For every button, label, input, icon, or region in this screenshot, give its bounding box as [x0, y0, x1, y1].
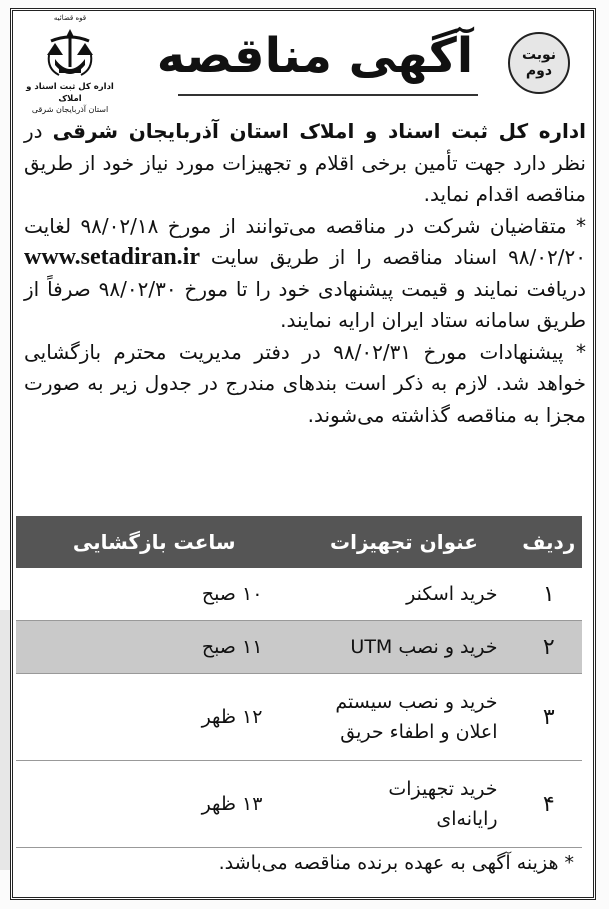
col-header-number: ردیف [516, 516, 582, 568]
row-item: خرید و نصب UTM [292, 621, 515, 674]
table-row [16, 568, 582, 621]
paragraph-dates [24, 211, 586, 337]
cost-note: * هزینه آگهی به عهده برنده مناقصه می‌باشد. [218, 852, 574, 874]
setadiran-link[interactable]: www.setadiran.ir [24, 244, 200, 270]
badge-line1: نوبت [521, 47, 557, 63]
row-item [292, 674, 515, 761]
paragraph-opening [24, 337, 586, 432]
org-name: اداره کل ثبت اسناد و املاک استان آذربایجان شرقی [52, 119, 587, 143]
row-item-line1: خرید تجهیزات [388, 778, 498, 800]
dates-text-a: * متقاضیان شرکت در مناقصه می‌توانند از مورخ ۹۸/۰۲/۱۸ لغایت ۹۸/۰۲/۲۰ اسناد مناقصه را از طریق سایت [24, 213, 586, 269]
round-badge [508, 32, 570, 94]
table-row [16, 674, 582, 761]
table-header-row [16, 516, 582, 568]
scales-emblem-icon [43, 25, 97, 81]
table-row [16, 621, 582, 674]
row-time: ۱۱ صبح [16, 621, 292, 674]
row-number: ۱ [516, 568, 582, 621]
row-time: ۱۰ صبح [16, 568, 292, 621]
row-number: ۲ [516, 621, 582, 674]
row-number: ۴ [516, 761, 582, 848]
scan-edge [0, 610, 10, 870]
row-item: خرید اسکنر [292, 568, 515, 621]
paragraph-intro [24, 116, 586, 211]
notice-title: آگهی مناقصه [156, 28, 474, 84]
row-item-line2: اعلان و اطفاء حریق [340, 721, 498, 743]
table-row [16, 761, 582, 848]
row-time: ۱۳ ظهر [16, 761, 292, 848]
row-item [292, 761, 515, 848]
notice-body [24, 116, 586, 431]
row-item-line1: خرید و نصب سیستم [335, 691, 498, 713]
row-time: ۱۲ ظهر [16, 674, 292, 761]
logo-org: اداره کل ثبت اسناد و املاک [26, 82, 114, 104]
judiciary-logo [20, 14, 120, 114]
title-divider [178, 94, 478, 96]
dates-text-b: دریافت نمایند و قیمت پیشنهادی خود را تا مورخ ۹۸/۰۲/۳۰ صرفاً از طریق سامانه ستاد ایران ارایه نمایند. [24, 276, 586, 332]
badge-line2: دوم [525, 63, 553, 79]
logo-province: استان آذربایجان شرقی [31, 105, 109, 114]
intro-text: در نظر دارد جهت تأمین برخی اقلام و تجهیزات مورد نیاز خود از طریق مناقصه اقدام نماید. [24, 119, 586, 206]
logo-caption: قوه قضائیه [53, 14, 87, 22]
col-header-item: عنوان تجهیزات [292, 516, 515, 568]
opening-text: * پیشنهادات مورخ ۹۸/۰۲/۳۱ در دفتر مدیریت محترم بازگشایی خواهد شد. لازم به ذکر است بندهای مندرج در جدول زیر به صورت مجزا به مناقصه گذاشته می‌شوند. [24, 339, 586, 427]
items-table [16, 516, 582, 848]
row-number: ۳ [516, 674, 582, 761]
col-header-time: ساعت بازگشایی [16, 516, 292, 568]
row-item-line2: رایانه‌ای [436, 808, 498, 830]
